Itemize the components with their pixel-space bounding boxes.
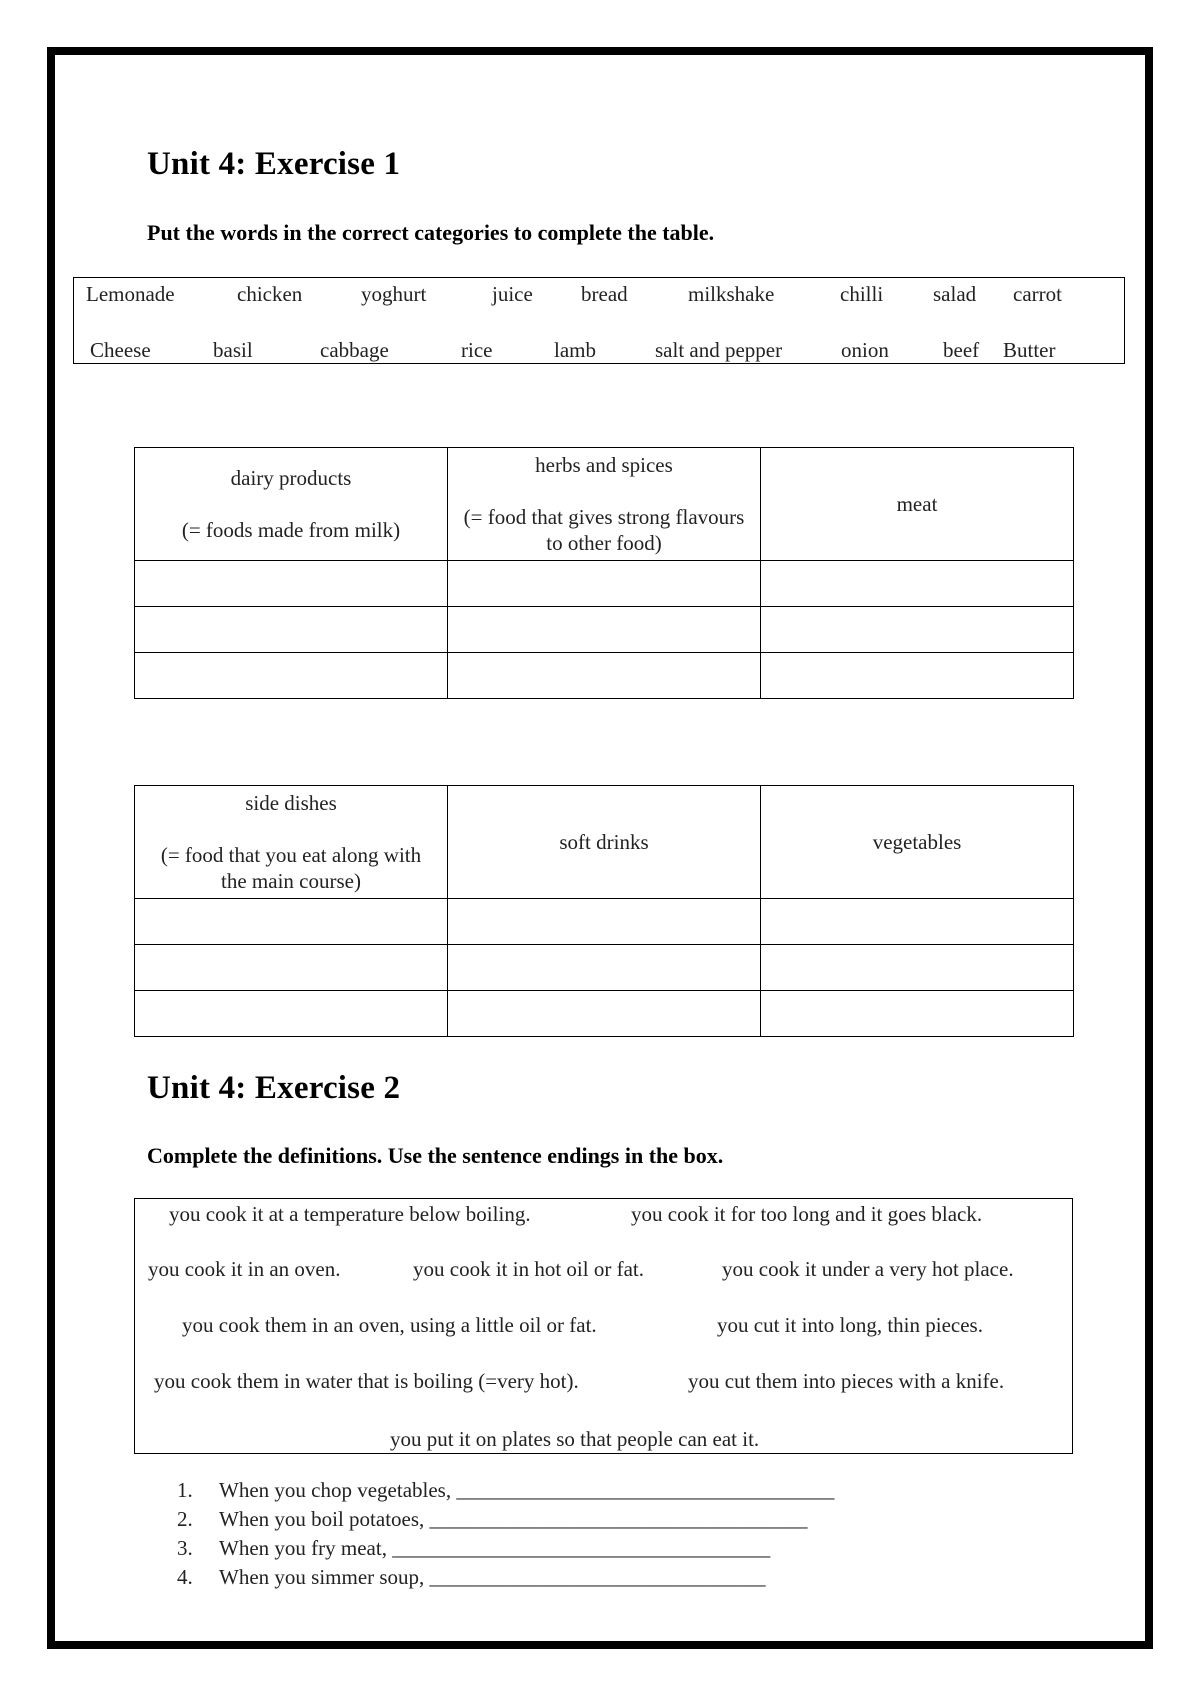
word-bank-word: onion <box>841 338 889 362</box>
category-header-vegetables <box>761 786 1074 899</box>
item-number: 1. <box>177 1478 193 1502</box>
definition-item[interactable] <box>177 1534 834 1563</box>
sentence-ending: you cook it in an oven. <box>148 1257 341 1281</box>
item-text: When you fry meat, ____________________________________ <box>219 1536 771 1560</box>
category-header-meat <box>761 448 1074 561</box>
exercise1-heading: Unit 4: Exercise 1 <box>147 146 401 182</box>
word-bank-word: carrot <box>1013 282 1062 306</box>
category-title: side dishes <box>245 791 337 815</box>
answer-cell[interactable] <box>448 899 761 945</box>
word-bank-word: beef <box>943 338 980 362</box>
word-bank-box <box>73 277 1125 364</box>
word-bank-word: juice <box>492 282 533 306</box>
category-table-1 <box>134 447 1074 699</box>
category-table-2 <box>134 785 1074 1037</box>
category-note: (= food that gives strong flavours to other food) <box>463 505 745 555</box>
category-title: soft drinks <box>559 830 649 854</box>
answer-cell[interactable] <box>761 653 1074 699</box>
word-bank-word: chilli <box>840 282 884 306</box>
exercise2-instruction: Complete the definitions. Use the sentence endings in the box. <box>147 1143 724 1168</box>
sentence-endings-box <box>134 1198 1073 1454</box>
sentence-ending: you cut it into long, thin pieces. <box>717 1313 983 1337</box>
word-bank-word: salad <box>933 282 977 306</box>
category-header-side-dishes <box>135 786 448 899</box>
exercise2-heading: Unit 4: Exercise 2 <box>147 1070 401 1106</box>
answer-cell[interactable] <box>448 991 761 1037</box>
sentence-ending: you cook it for too long and it goes black. <box>631 1202 983 1226</box>
category-title: dairy products <box>230 466 352 490</box>
word-bank-word: basil <box>213 338 253 362</box>
answer-cell[interactable] <box>448 945 761 991</box>
answer-cell[interactable] <box>761 899 1074 945</box>
category-note: (= food that you eat along with the main course) <box>160 843 422 893</box>
answer-cell[interactable] <box>761 607 1074 653</box>
category-title: meat <box>896 492 938 516</box>
answer-cell[interactable] <box>448 653 761 699</box>
category-note: (= foods made from milk) <box>181 518 401 542</box>
answer-cell[interactable] <box>135 945 448 991</box>
category-header-herbs-and-spices <box>448 448 761 561</box>
answer-cell[interactable] <box>761 991 1074 1037</box>
answer-cell[interactable] <box>448 561 761 607</box>
item-text: When you chop vegetables, ____________________________________ <box>219 1478 835 1502</box>
item-number: 4. <box>177 1565 193 1589</box>
answer-cell[interactable] <box>448 607 761 653</box>
sentence-ending: you put it on plates so that people can eat it. <box>390 1427 760 1451</box>
category-title: herbs and spices <box>535 453 673 477</box>
word-bank-word: milkshake <box>688 282 775 306</box>
word-bank-word: Cheese <box>90 338 151 362</box>
sentence-ending: you cook it in hot oil or fat. <box>413 1257 644 1281</box>
word-bank-word: cabbage <box>320 338 389 362</box>
word-bank-word: rice <box>461 338 493 362</box>
word-bank-word: lamb <box>554 338 596 362</box>
answer-cell[interactable] <box>761 945 1074 991</box>
sentence-ending: you cook it at a temperature below boiling. <box>169 1202 531 1226</box>
answer-cell[interactable] <box>135 607 448 653</box>
item-number: 2. <box>177 1507 193 1531</box>
definition-item[interactable] <box>177 1505 834 1534</box>
answer-cell[interactable] <box>761 561 1074 607</box>
definition-item[interactable] <box>177 1476 834 1505</box>
word-bank-word: Lemonade <box>86 282 175 306</box>
sentence-ending: you cook it under a very hot place. <box>722 1257 1014 1281</box>
word-bank-word: chicken <box>237 282 303 306</box>
answer-cell[interactable] <box>135 991 448 1037</box>
answer-cell[interactable] <box>135 899 448 945</box>
word-bank-word: salt and pepper <box>655 338 783 362</box>
sentence-ending: you cook them in water that is boiling (=very hot). <box>154 1369 579 1393</box>
word-bank-word: bread <box>581 282 628 306</box>
item-text: When you simmer soup, ________________________________ <box>219 1565 766 1589</box>
category-header-soft-drinks <box>448 786 761 899</box>
item-number: 3. <box>177 1536 193 1560</box>
definition-item[interactable] <box>177 1563 834 1592</box>
word-bank-word: Butter <box>1003 338 1056 362</box>
sentence-ending: you cut them into pieces with a knife. <box>688 1369 1005 1393</box>
answer-cell[interactable] <box>135 653 448 699</box>
exercise1-instruction: Put the words in the correct categories to complete the table. <box>147 220 715 245</box>
answer-cell[interactable] <box>135 561 448 607</box>
category-title: vegetables <box>872 830 962 854</box>
definition-list <box>177 1476 834 1592</box>
sentence-ending: you cook them in an oven, using a little oil or fat. <box>182 1313 597 1337</box>
word-bank-word: yoghurt <box>361 282 427 306</box>
item-text: When you boil potatoes, ____________________________________ <box>219 1507 808 1531</box>
category-header-dairy-products <box>135 448 448 561</box>
